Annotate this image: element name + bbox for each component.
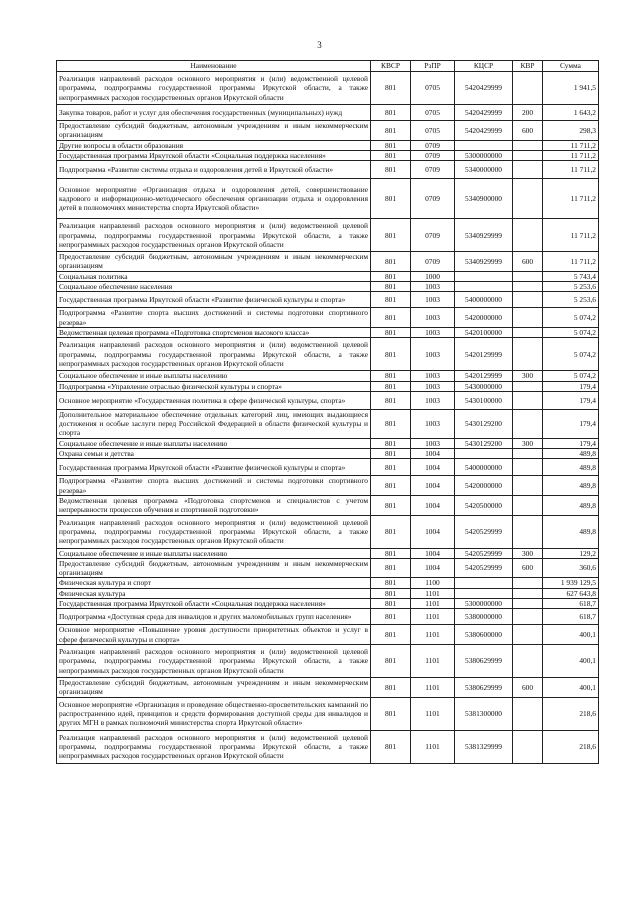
table-row — [57, 644, 599, 677]
cell-rzpr: 0709 — [411, 252, 455, 272]
cell-kvr — [513, 578, 543, 588]
table-body — [57, 72, 599, 764]
cell-sum: 179,4 — [543, 438, 599, 448]
cell-kcsr: 5381300000 — [455, 697, 513, 730]
cell-sum: 400,1 — [543, 677, 599, 697]
cell-kvsr: 801 — [371, 371, 411, 381]
cell-kcsr: 5400000000 — [455, 292, 513, 308]
cell-kvsr: 801 — [371, 578, 411, 588]
cell-rzpr: 1003 — [411, 391, 455, 409]
cell-kvr: 300 — [513, 438, 543, 448]
cell-name: Физическая культура — [57, 588, 371, 598]
cell-kvr — [513, 381, 543, 391]
cell-kcsr: 5430100000 — [455, 391, 513, 409]
header-kcsr: КЦСР — [455, 61, 513, 72]
cell-name: Ведомственная целевая программа «Подготовка спортсменов и специалистов с учетом непрерывности процессов обучения и спортивной подготовки» — [57, 495, 371, 515]
cell-kvr — [513, 588, 543, 598]
cell-sum: 618,7 — [543, 599, 599, 609]
cell-kvr — [513, 476, 543, 496]
cell-kvr — [513, 150, 543, 160]
cell-sum: 11 711,2 — [543, 179, 599, 219]
cell-kvsr: 801 — [371, 644, 411, 677]
table-row — [57, 588, 599, 598]
table-row — [57, 72, 599, 105]
cell-kcsr: 5430129200 — [455, 438, 513, 448]
cell-name: Основное мероприятие «Организация отдыха и оздоровления детей, совершенствование кадрового и информационно-методического обеспечения организации отдыха и оздоровления детей в полномочиях министерства спорта Иркутской области» — [57, 179, 371, 219]
table-row — [57, 548, 599, 558]
cell-name: Государственная программа Иркутской области «Развитие физической культуры и спорта» — [57, 292, 371, 308]
header-sum: Сумма — [543, 61, 599, 72]
cell-kcsr: 5340929999 — [455, 219, 513, 252]
cell-kcsr: 5340900000 — [455, 179, 513, 219]
cell-kcsr: 5300000000 — [455, 599, 513, 609]
cell-name: Подпрограмма «Развитие спорта высших достижений и системы подготовки спортивного резерва» — [57, 308, 371, 328]
cell-name: Основное мероприятие «Организация и проведение общественно-просветительских кампаний по распространению идей, принципов и средств формирования доступной среды для инвалидов и других МГН в рамках полномочий министерства спорта Иркутской области» — [57, 697, 371, 730]
cell-sum: 1 939 129,5 — [543, 578, 599, 588]
table-row — [57, 495, 599, 515]
cell-name: Подпрограмма «Развитие спорта высших достижений и системы подготовки спортивного резерва» — [57, 476, 371, 496]
cell-rzpr: 0709 — [411, 179, 455, 219]
cell-sum: 179,4 — [543, 409, 599, 438]
cell-kvsr: 801 — [371, 515, 411, 548]
cell-kvsr: 801 — [371, 140, 411, 150]
cell-kvr — [513, 161, 543, 179]
table-row — [57, 515, 599, 548]
cell-kvsr: 801 — [371, 588, 411, 598]
cell-sum: 11 711,2 — [543, 140, 599, 150]
cell-kvr: 300 — [513, 371, 543, 381]
table-header-row — [57, 61, 599, 72]
cell-kcsr: 5380629999 — [455, 644, 513, 677]
table-row — [57, 558, 599, 578]
table-row — [57, 599, 599, 609]
cell-rzpr: 1101 — [411, 730, 455, 763]
cell-name: Социальное обеспечение населения — [57, 282, 371, 292]
cell-name: Государственная программа Иркутской области «Развитие физической культуры и спорта» — [57, 459, 371, 476]
cell-sum: 218,6 — [543, 697, 599, 730]
cell-kvsr: 801 — [371, 438, 411, 448]
cell-rzpr: 0705 — [411, 121, 455, 141]
cell-sum: 11 711,2 — [543, 219, 599, 252]
cell-kcsr: 5380600000 — [455, 625, 513, 645]
cell-kvr — [513, 219, 543, 252]
cell-kcsr: 5420429999 — [455, 121, 513, 141]
cell-kvsr: 801 — [371, 292, 411, 308]
cell-kvr: 600 — [513, 252, 543, 272]
header-name: Наименование — [57, 61, 371, 72]
cell-kvsr: 801 — [371, 449, 411, 459]
budget-table — [56, 60, 599, 764]
cell-name: Предоставление субсидий бюджетным, автономным учреждениям и иным некоммерческим организациям — [57, 121, 371, 141]
cell-sum: 489,8 — [543, 515, 599, 548]
cell-kvsr: 801 — [371, 308, 411, 328]
cell-name: Социальная политика — [57, 271, 371, 281]
cell-kvsr: 801 — [371, 476, 411, 496]
cell-kvsr: 801 — [371, 121, 411, 141]
cell-kvsr: 801 — [371, 459, 411, 476]
cell-rzpr: 0709 — [411, 219, 455, 252]
table-row — [57, 381, 599, 391]
cell-sum: 5 253,6 — [543, 292, 599, 308]
cell-kcsr: 5430000000 — [455, 381, 513, 391]
cell-kvr: 600 — [513, 677, 543, 697]
cell-rzpr: 0709 — [411, 150, 455, 160]
cell-kvsr: 801 — [371, 150, 411, 160]
cell-kvr — [513, 609, 543, 625]
cell-name: Социальное обеспечение и иные выплаты населению — [57, 371, 371, 381]
table-row — [57, 625, 599, 645]
header-rzpr: РзПР — [411, 61, 455, 72]
table-row — [57, 609, 599, 625]
cell-rzpr: 1003 — [411, 409, 455, 438]
cell-kvsr: 801 — [371, 271, 411, 281]
table-row — [57, 308, 599, 328]
cell-sum: 5 743,4 — [543, 271, 599, 281]
cell-name: Реализация направлений расходов основного мероприятия и (или) ведомственной целевой программы, подпрограммы государственной программы Иркутской области, а также непрограммных расходов государственных органов Иркутской области — [57, 730, 371, 763]
cell-kvsr: 801 — [371, 252, 411, 272]
cell-rzpr: 1004 — [411, 476, 455, 496]
cell-kcsr: 5400000000 — [455, 459, 513, 476]
cell-sum: 5 074,2 — [543, 338, 599, 371]
cell-kvr — [513, 409, 543, 438]
table-row — [57, 391, 599, 409]
cell-rzpr: 0705 — [411, 72, 455, 105]
cell-kvr — [513, 449, 543, 459]
cell-kcsr: 5340929999 — [455, 252, 513, 272]
cell-sum: 489,8 — [543, 476, 599, 496]
cell-rzpr: 1101 — [411, 625, 455, 645]
cell-kcsr: 5420000000 — [455, 476, 513, 496]
cell-name: Реализация направлений расходов основного мероприятия и (или) ведомственной целевой программы, подпрограммы государственной программы Иркутской области, а также непрограммных расходов государственных органов Иркутской области — [57, 644, 371, 677]
cell-kvsr: 801 — [371, 161, 411, 179]
cell-rzpr: 1100 — [411, 578, 455, 588]
table-row — [57, 140, 599, 150]
cell-rzpr: 1004 — [411, 548, 455, 558]
cell-name: Закупка товаров, работ и услуг для обеспечения государственных (муниципальных) нужд — [57, 105, 371, 121]
cell-rzpr: 1003 — [411, 292, 455, 308]
cell-kvr: 600 — [513, 558, 543, 578]
cell-sum: 129,2 — [543, 548, 599, 558]
cell-kvsr: 801 — [371, 338, 411, 371]
cell-kvsr: 801 — [371, 282, 411, 292]
table-row — [57, 219, 599, 252]
cell-name: Предоставление субсидий бюджетным, автономным учреждениям и иным некоммерческим организациям — [57, 558, 371, 578]
table-row — [57, 578, 599, 588]
cell-kvr — [513, 271, 543, 281]
cell-kvsr: 801 — [371, 495, 411, 515]
table-row — [57, 150, 599, 160]
cell-name: Дополнительное материальное обеспечение отдельных категорий лиц, имеющих выдающиеся достижения и особые заслуги перед Российской Федерацией в области физической культуры и спорта — [57, 409, 371, 438]
cell-kvr: 300 — [513, 548, 543, 558]
cell-kcsr: 5420100000 — [455, 327, 513, 337]
cell-name: Реализация направлений расходов основного мероприятия и (или) ведомственной целевой программы, подпрограммы государственной программы Иркутской области, а также непрограммных расходов государственных органов Иркутской области — [57, 515, 371, 548]
table-row — [57, 730, 599, 763]
cell-sum: 298,3 — [543, 121, 599, 141]
cell-sum: 618,7 — [543, 609, 599, 625]
table-row — [57, 449, 599, 459]
table-row — [57, 459, 599, 476]
cell-kvr — [513, 140, 543, 150]
cell-name: Реализация направлений расходов основного мероприятия и (или) ведомственной целевой программы, подпрограммы государственной программы Иркутской области, а также непрограммных расходов государственных органов Иркутской области — [57, 72, 371, 105]
cell-sum: 218,6 — [543, 730, 599, 763]
cell-name: Ведомственная целевая программа «Подготовка спортсменов высокого класса» — [57, 327, 371, 337]
cell-sum: 489,8 — [543, 495, 599, 515]
cell-name: Физическая культура и спорт — [57, 578, 371, 588]
table-row — [57, 179, 599, 219]
cell-kvsr: 801 — [371, 599, 411, 609]
cell-kvsr: 801 — [371, 697, 411, 730]
cell-rzpr: 1004 — [411, 459, 455, 476]
cell-rzpr: 0709 — [411, 140, 455, 150]
cell-kcsr — [455, 282, 513, 292]
cell-kcsr — [455, 588, 513, 598]
cell-rzpr: 1004 — [411, 558, 455, 578]
cell-kvr — [513, 697, 543, 730]
cell-kvsr: 801 — [371, 609, 411, 625]
cell-sum: 627 643,8 — [543, 588, 599, 598]
cell-kvsr: 801 — [371, 677, 411, 697]
cell-kvr: 200 — [513, 105, 543, 121]
cell-kcsr: 5300000000 — [455, 150, 513, 160]
table-row — [57, 271, 599, 281]
cell-rzpr: 1101 — [411, 588, 455, 598]
cell-rzpr: 1101 — [411, 644, 455, 677]
table-row — [57, 282, 599, 292]
cell-kvsr: 801 — [371, 219, 411, 252]
cell-kcsr — [455, 140, 513, 150]
cell-kvr — [513, 282, 543, 292]
cell-kvr — [513, 292, 543, 308]
table-row — [57, 438, 599, 448]
cell-name: Социальное обеспечение и иные выплаты населению — [57, 438, 371, 448]
cell-kvr — [513, 515, 543, 548]
cell-kvsr: 801 — [371, 558, 411, 578]
cell-name: Подпрограмма «Развитие системы отдыха и оздоровления детей в Иркутской области» — [57, 161, 371, 179]
cell-sum: 11 711,2 — [543, 161, 599, 179]
table-row — [57, 121, 599, 141]
cell-kcsr: 5420000000 — [455, 308, 513, 328]
cell-kvsr: 801 — [371, 179, 411, 219]
table-row — [57, 292, 599, 308]
cell-kcsr: 5380000000 — [455, 609, 513, 625]
cell-rzpr: 1003 — [411, 282, 455, 292]
cell-sum: 1 941,5 — [543, 72, 599, 105]
cell-sum: 489,8 — [543, 459, 599, 476]
cell-kvr — [513, 730, 543, 763]
cell-sum: 360,6 — [543, 558, 599, 578]
cell-rzpr: 1000 — [411, 271, 455, 281]
cell-kcsr: 5420429999 — [455, 105, 513, 121]
cell-sum: 1 643,2 — [543, 105, 599, 121]
cell-kvr — [513, 495, 543, 515]
cell-sum: 11 711,2 — [543, 252, 599, 272]
cell-kcsr: 5420500000 — [455, 495, 513, 515]
cell-rzpr: 0705 — [411, 105, 455, 121]
cell-kvsr: 801 — [371, 625, 411, 645]
cell-name: Предоставление субсидий бюджетным, автономным учреждениям и иным некоммерческим организациям — [57, 252, 371, 272]
cell-kcsr: 5340000000 — [455, 161, 513, 179]
cell-kcsr: 5420529999 — [455, 548, 513, 558]
cell-name: Подпрограмма «Управление отраслью физической культуры и спорта» — [57, 381, 371, 391]
cell-sum: 179,4 — [543, 381, 599, 391]
cell-kvr: 600 — [513, 121, 543, 141]
cell-sum: 5 074,2 — [543, 371, 599, 381]
cell-sum: 5 074,2 — [543, 308, 599, 328]
cell-name: Охрана семьи и детства — [57, 449, 371, 459]
cell-sum: 400,1 — [543, 625, 599, 645]
cell-kvr — [513, 391, 543, 409]
header-kvr: КВР — [513, 61, 543, 72]
cell-kvsr: 801 — [371, 72, 411, 105]
table-row — [57, 161, 599, 179]
page-number: 3 — [317, 40, 322, 50]
cell-name: Основное мероприятие «Повышение уровня доступности приоритетных объектов и услуг в сфере физической культуры и спорта» — [57, 625, 371, 645]
cell-kcsr: 5420529999 — [455, 515, 513, 548]
cell-kvr — [513, 644, 543, 677]
cell-kvsr: 801 — [371, 105, 411, 121]
table-row — [57, 327, 599, 337]
cell-kvr — [513, 625, 543, 645]
cell-name: Основное мероприятие «Государственная политика в сфере физической культуры, спорта» — [57, 391, 371, 409]
cell-name: Другие вопросы в области образования — [57, 140, 371, 150]
cell-rzpr: 1101 — [411, 677, 455, 697]
cell-rzpr: 1101 — [411, 599, 455, 609]
cell-rzpr: 1003 — [411, 327, 455, 337]
cell-name: Государственная программа Иркутской области «Социальная поддержка населения» — [57, 599, 371, 609]
cell-kvsr: 801 — [371, 381, 411, 391]
cell-kvsr: 801 — [371, 391, 411, 409]
cell-rzpr: 0709 — [411, 161, 455, 179]
cell-sum: 5 074,2 — [543, 327, 599, 337]
cell-kcsr: 5420129999 — [455, 338, 513, 371]
cell-kcsr — [455, 578, 513, 588]
cell-name: Государственная программа Иркутской области «Социальная поддержка населения» — [57, 150, 371, 160]
cell-rzpr: 1003 — [411, 381, 455, 391]
cell-kcsr: 5381329999 — [455, 730, 513, 763]
cell-rzpr: 1101 — [411, 697, 455, 730]
cell-kvsr: 801 — [371, 548, 411, 558]
cell-kcsr — [455, 271, 513, 281]
cell-sum: 11 711,2 — [543, 150, 599, 160]
table-row — [57, 252, 599, 272]
cell-kvr — [513, 179, 543, 219]
cell-rzpr: 1004 — [411, 449, 455, 459]
cell-sum: 5 253,6 — [543, 282, 599, 292]
cell-sum: 400,1 — [543, 644, 599, 677]
cell-kvsr: 801 — [371, 730, 411, 763]
cell-kcsr: 5380629999 — [455, 677, 513, 697]
cell-rzpr: 1004 — [411, 515, 455, 548]
cell-name: Социальное обеспечение и иные выплаты населению — [57, 548, 371, 558]
cell-rzpr: 1004 — [411, 495, 455, 515]
cell-kvr — [513, 338, 543, 371]
cell-rzpr: 1101 — [411, 609, 455, 625]
cell-kvsr: 801 — [371, 409, 411, 438]
cell-kvr — [513, 72, 543, 105]
table-row — [57, 677, 599, 697]
cell-name: Реализация направлений расходов основного мероприятия и (или) ведомственной целевой программы, подпрограммы государственной программы Иркутской области, а также непрограммных расходов государственных органов Иркутской области — [57, 338, 371, 371]
cell-sum: 179,4 — [543, 391, 599, 409]
cell-kcsr: 5430129200 — [455, 409, 513, 438]
table-row — [57, 338, 599, 371]
cell-kcsr: 5420129999 — [455, 371, 513, 381]
table-row — [57, 371, 599, 381]
cell-kcsr — [455, 449, 513, 459]
header-kvsr: КВСР — [371, 61, 411, 72]
cell-name: Подпрограмма «Доступная среда для инвалидов и других маломобильных групп населения» — [57, 609, 371, 625]
table-row — [57, 476, 599, 496]
cell-kvr — [513, 459, 543, 476]
cell-kvr — [513, 327, 543, 337]
cell-sum: 489,8 — [543, 449, 599, 459]
table-row — [57, 105, 599, 121]
cell-kvr — [513, 599, 543, 609]
cell-kcsr: 5420429999 — [455, 72, 513, 105]
cell-rzpr: 1003 — [411, 338, 455, 371]
cell-name: Реализация направлений расходов основного мероприятия и (или) ведомственной целевой программы, подпрограммы государственной программы Иркутской области, а также непрограммных расходов государственных органов Иркутской области — [57, 219, 371, 252]
cell-rzpr: 1003 — [411, 438, 455, 448]
cell-kvsr: 801 — [371, 327, 411, 337]
cell-name: Предоставление субсидий бюджетным, автономным учреждениям и иным некоммерческим организациям — [57, 677, 371, 697]
table-row — [57, 409, 599, 438]
cell-kcsr: 5420529999 — [455, 558, 513, 578]
cell-rzpr: 1003 — [411, 308, 455, 328]
table-row — [57, 697, 599, 730]
cell-kvr — [513, 308, 543, 328]
cell-rzpr: 1003 — [411, 371, 455, 381]
